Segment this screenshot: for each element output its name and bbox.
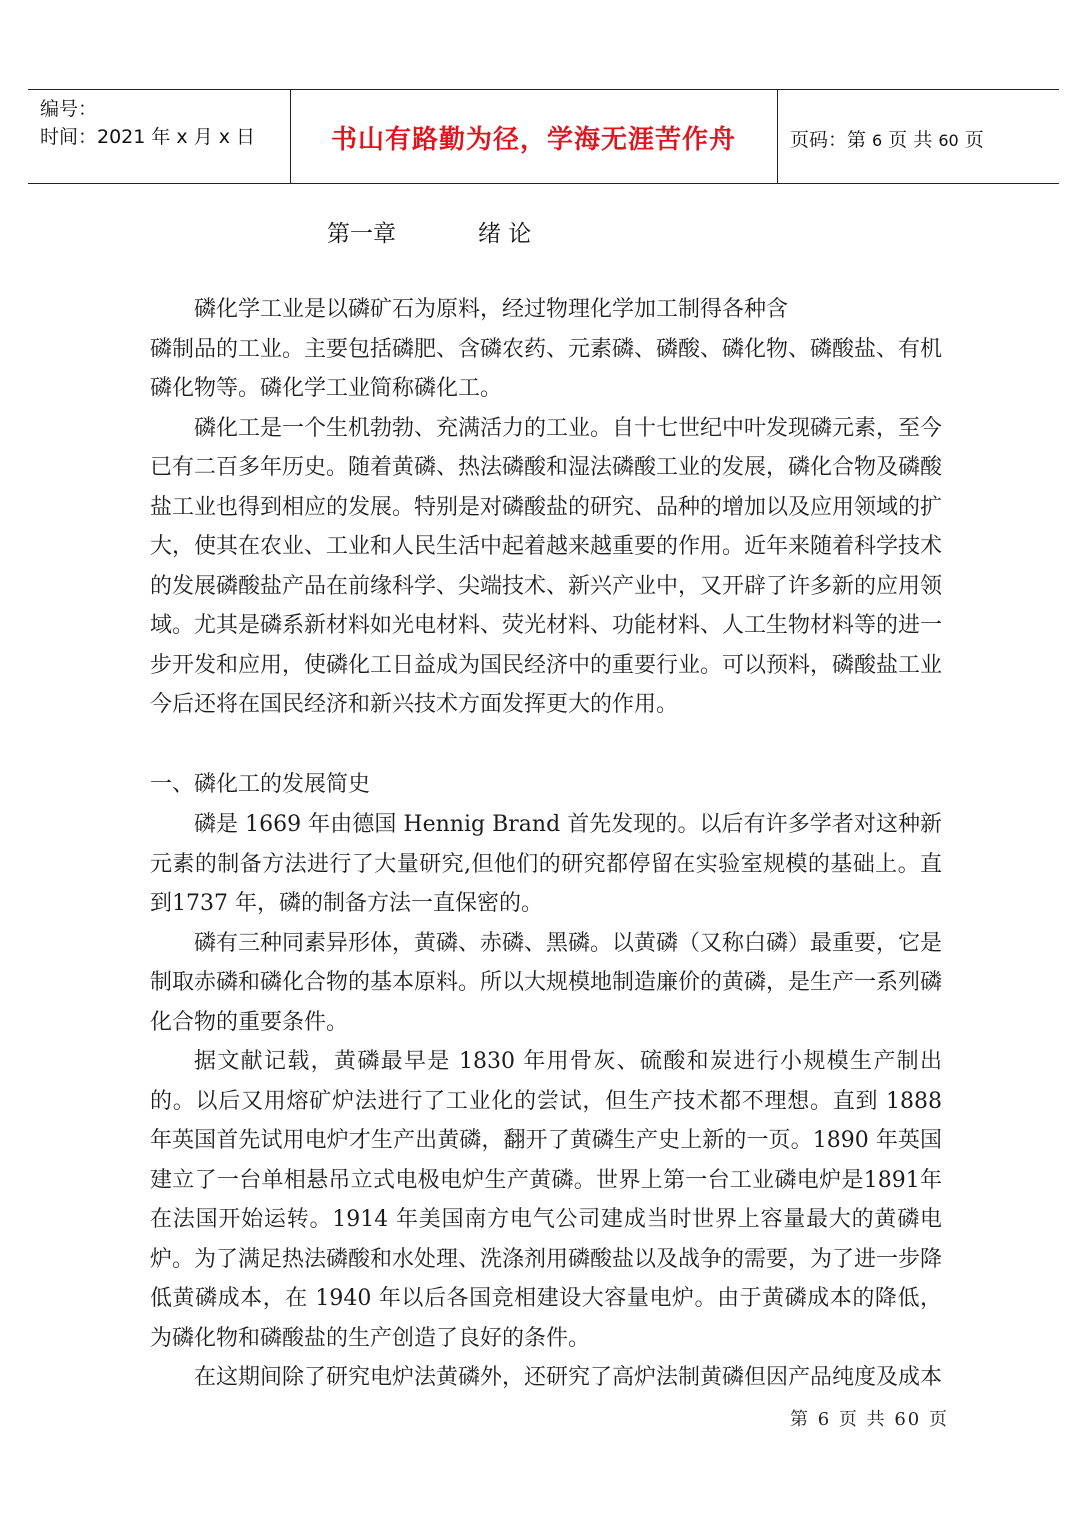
intro-paragraph-1-rest: 磷制品的工业。主要包括磷肥、含磷农药、元素磷、磷酸、磷化物、磷酸盐、有机磷化物等。磷化学工业简称磷化工。 (150, 336, 943, 401)
chapter-number: 第一章 (327, 221, 396, 247)
header-info-cell (28, 90, 291, 183)
intro-section (150, 290, 942, 725)
header-page-cell (778, 90, 1059, 183)
history-section (150, 805, 942, 1398)
chapter-title: 绪 论 (478, 221, 532, 247)
page-footer: 第 6 页 共 60 页 (790, 1409, 949, 1430)
intro-paragraph-2: 磷化工是一个生机勃勃、充满活力的工业。自十七世纪中叶发现磷元素，至今已有二百多年历史。随着黄磷、热法磷酸和湿法磷酸工业的发展，磷化合物及磷酸盐工业也得到相应的发展。特别是对磷酸盐的研究、品种的增加以及应用领域的扩大，使其在农业、工业和人民生活中起着越来越重要的作用。近年来随着科学技术的发展磷酸盐产品在前缘科学、尖端技术、新兴产业中，又开辟了许多新的应用领域。尤其是磷系新材料如光电材料、荧光材料、功能材料、人工生物材料等的进一步开发和应用，使磷化工日益成为国民经济中的重要行业。可以预料，磷酸盐工业今后还将在国民经济和新兴技术方面发挥更大的作用。 (150, 415, 943, 717)
page-code-suffix: 页 (958, 129, 984, 151)
history-paragraph-4: 在这期间除了研究电炉法黄磷外，还研究了高炉法制黄磷但因产品纯度及成本 (194, 1365, 943, 1390)
page-code-total: 60 (938, 131, 959, 150)
page-code-current: 6 (872, 131, 883, 150)
header-motto: 书山有路勤为径，学海无涯苦作舟 (330, 125, 736, 155)
history-paragraph-2: 磷有三种同素异形体，黄磷、赤磷、黑磷。以黄磷（又称白磷）最重要，它是制取赤磷和磷化合物的基本原料。所以大规模地制造廉价的黄磷，是生产一系列磷化合物的重要条件。 (150, 930, 943, 1035)
page-code-middle: 页 共 (882, 129, 939, 151)
header-table (28, 89, 1059, 184)
intro-paragraph-1-line-1: 磷化学工业是以磷矿石为原料，经过物理化学加工制得各种含 (194, 297, 789, 322)
header-page-code (790, 125, 984, 152)
page-code-prefix: 页码：第 (790, 129, 873, 151)
document-date-label: 时间：2021 年 x 月 x 日 (40, 126, 256, 148)
document-number-label: 编号： (40, 98, 98, 120)
history-paragraph-1: 磷是 1669 年由德国 Hennig Brand 首先发现的。以后有许多学者对这种新元素的制备方法进行了大量研究,但他们的研究都停留在实验室规模的基础上。直到1737 年，磷的制备方法一直保密的。 (150, 812, 942, 916)
header-motto-cell (290, 90, 778, 183)
section-heading: 一、磷化工的发展简史 (150, 772, 371, 797)
history-paragraph-3: 据文献记载，黄磷最早是 1830 年用骨灰、硫酸和炭进行小规模生产制出的。以后又用熔矿炉法进行了工业化的尝试，但生产技术都不理想。直到 1888 年英国首先试用电炉才生产出黄磷，翻开了黄磷生产史上新的一页。1890 年英国建立了一台单相悬吊立式电极电炉生产黄磷。世界上第一台工业磷电炉是1891年在法国开始运转。1914 年美国南方电气公司建成当时世界上容量最大的黄磷电炉。为了满足热法磷酸和水处理、洗涤剂用磷酸盐以及战争的需要，为了进一步降低黄磷成本，在 1940 年以后各国竞相建设大容量电炉。由于黄磷成本的降低，为磷化物和磷酸盐的生产创造了良好的条件。 (150, 1049, 943, 1351)
